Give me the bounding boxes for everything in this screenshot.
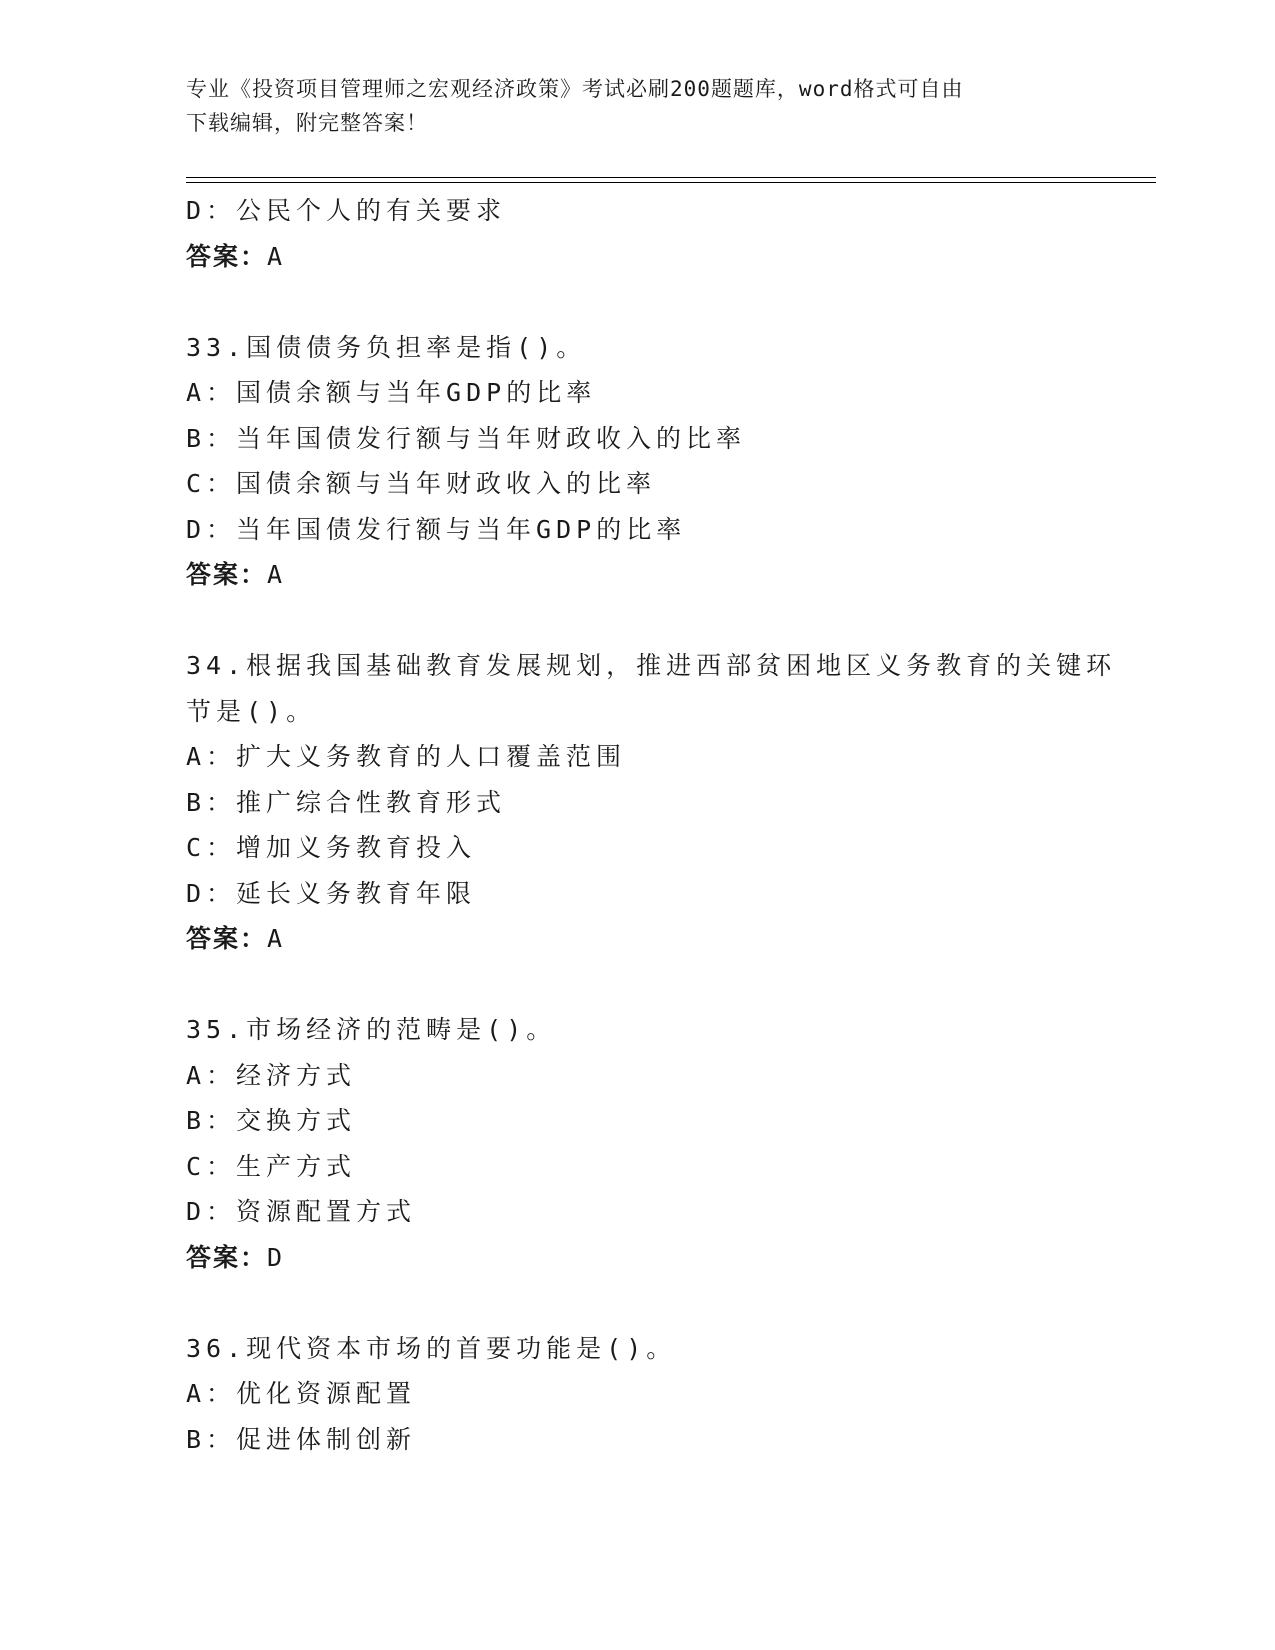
- answer-line: [186, 552, 1086, 598]
- option-a: A：国债余额与当年GDP的比率: [186, 378, 597, 407]
- option-b: B：交换方式: [186, 1106, 357, 1135]
- option-a: A：扩大义务教育的人口覆盖范围: [186, 742, 627, 771]
- question-block: [186, 325, 1086, 598]
- answer-label: 答案：: [186, 241, 268, 271]
- question-text: 33.国债债务负担率是指()。: [186, 332, 587, 362]
- document-header: [186, 72, 1086, 140]
- question-block: [186, 643, 1117, 962]
- answer-label: 答案：: [186, 1242, 268, 1272]
- option-d: D：当年国债发行额与当年GDP的比率: [186, 514, 687, 544]
- header-divider-top: [186, 177, 1156, 178]
- header-divider-bottom: [186, 182, 1156, 183]
- answer-line: [186, 1235, 1086, 1281]
- question-block: [186, 1326, 1086, 1463]
- option-d: D：资源配置方式: [186, 1197, 417, 1226]
- answer-value: A: [267, 560, 285, 589]
- option-b: B：当年国债发行额与当年财政收入的比率: [186, 423, 747, 453]
- answer-line: [186, 916, 1086, 962]
- answer-value: A: [267, 241, 285, 271]
- spacer: [186, 279, 1086, 325]
- spacer: [186, 962, 1086, 1008]
- option-b: B：推广综合性教育形式: [186, 787, 507, 817]
- question-text: 34.根据我国基础教育发展规划，推进西部贫困地区义务教育的关键环: [186, 651, 1117, 680]
- option-a: A：优化资源配置: [186, 1379, 417, 1408]
- header-line-2: 下载编辑，附完整答案！: [186, 111, 428, 135]
- answer-value: D: [267, 1242, 285, 1272]
- question-list: [186, 188, 1117, 1462]
- header-line-1: 专业《投资项目管理师之宏观经济政策》考试必刷200题题库，word格式可自由: [186, 77, 964, 101]
- question-text: 35.市场经济的范畴是()。: [186, 1015, 557, 1044]
- option-c: C：增加义务教育投入: [186, 833, 477, 862]
- spacer: [186, 1280, 1086, 1326]
- question-block: [186, 1007, 1086, 1280]
- option-d: D：公民个人的有关要求: [186, 196, 507, 225]
- answer-label: 答案：: [186, 924, 268, 953]
- option-b: B：促进体制创新: [186, 1424, 417, 1454]
- option-c: C：国债余额与当年财政收入的比率: [186, 469, 657, 498]
- question-text-continued: 节是()。: [186, 696, 317, 726]
- spacer: [186, 598, 1086, 644]
- answer-line: [186, 234, 1086, 280]
- question-text: 36.现代资本市场的首要功能是()。: [186, 1333, 677, 1363]
- option-a: A：经济方式: [186, 1060, 357, 1090]
- option-c: C：生产方式: [186, 1151, 357, 1181]
- option-d: D：延长义务教育年限: [186, 878, 477, 908]
- answer-label: 答案：: [186, 560, 268, 589]
- answer-value: A: [267, 924, 285, 953]
